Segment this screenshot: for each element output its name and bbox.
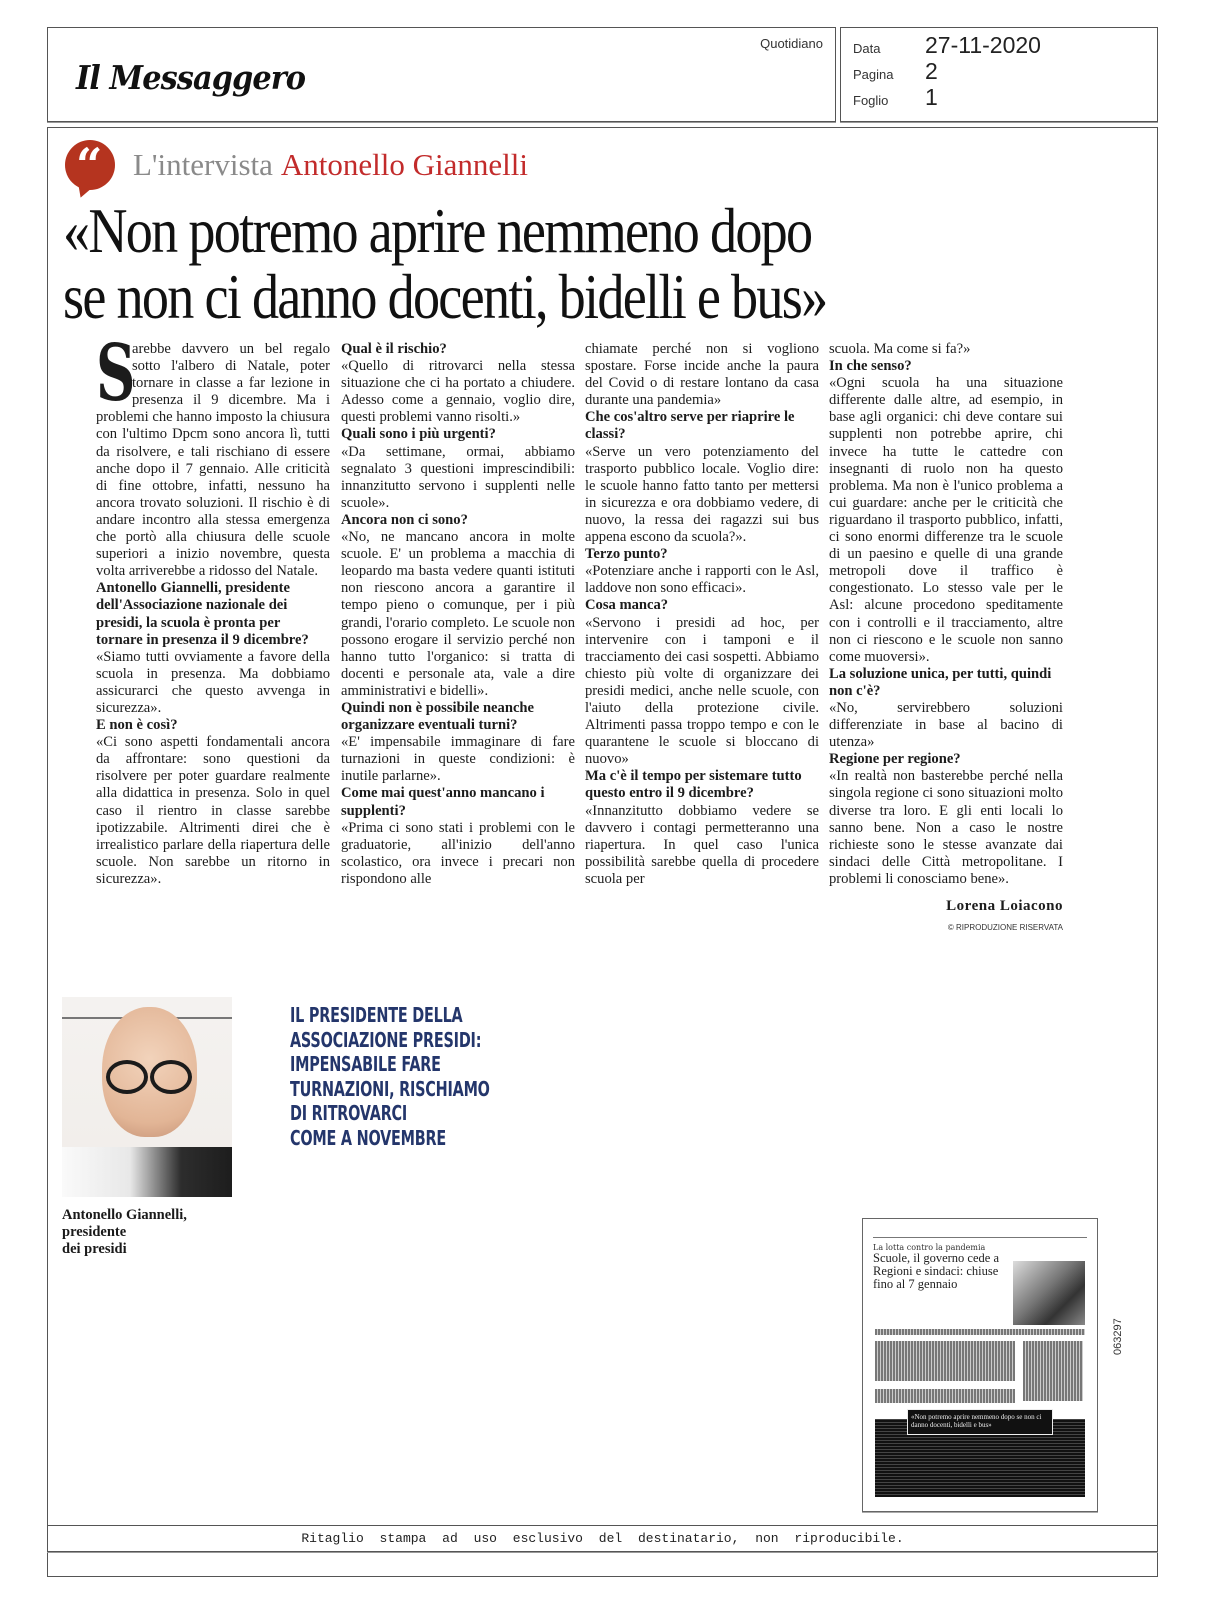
- pull-quote-line: IMPENSABILE FARE: [290, 1052, 441, 1076]
- masthead-box: [47, 27, 836, 122]
- paragraph: «Siamo tutti ovviamente a favore della scuola in presenza. Ma dobbiamo assicurarci che questo avvenga in sicurezza».: [96, 648, 330, 716]
- interview-question: La soluzione unica, per tutti, quindi non c'è?: [829, 665, 1052, 699]
- paragraph: «Da settimane, ormai, abbiamo segnalato 3 questioni imprescindibili: innanzitutto servono i supplenti nelle scuole».: [341, 443, 575, 511]
- paragraph: «Ogni scuola ha una situazione differente dalle altre, ad esempio, in base agli organici: chi deve contare sui supplenti non potrebbe aprire, chi invece ha tutte le cattedre con insegnanti di ruolo non ha questo problema. Ma non è l'unico problema a cui guardare: anche per le criticità che riguardano il trasporto pubblico, infatti, ci sono enormi differenze tra le scuole di un paesino e quelle di una grande metropoli dove il traffico è congestionato. Lo stesso vale per le Asl: alcune procedono speditamente con i controlli e il tracciamento, altre non ci riescono e le scuole non sanno come muoversi».: [829, 375, 1063, 665]
- meta-date: [853, 32, 1041, 59]
- interview-question: E non è così?: [96, 717, 178, 734]
- kicker-name: Antonello Giannelli: [280, 147, 528, 182]
- meta-label: Foglio: [853, 93, 889, 108]
- paragraph: «No, ne mancano ancora in molte scuole. E' un problema a macchia di leopardo ma basta vedere quanti istituti non riescono ancora a garantire il tempo pieno o comunque, per i più grandi, l'orario completo. Le scuole non possono erogare il servizio perché non hanno tutto l'organico: si tratta di docenti e personale ata, vale a dire amministrativi e bidelli».: [341, 529, 575, 699]
- headline-line: «Non potremo aprire nemmeno dopo: [63, 196, 812, 266]
- interview-question: Ma c'è il tempo per sistemare tutto questo entro il 9 dicembre?: [585, 768, 802, 802]
- caption-line: dei presidi: [62, 1241, 127, 1257]
- paragraph: «Prima ci sono stati i problemi con le graduatorie, all'inizio dell'anno scolastico, ora invece i precari non rispondono alle: [341, 819, 575, 887]
- article-column-4: [829, 341, 1063, 936]
- interview-question: Come mai quest'anno mancano i supplenti?: [341, 785, 545, 819]
- drop-cap: S: [96, 328, 136, 419]
- quote-bubble-icon: “: [65, 140, 115, 190]
- meta-value: 2: [925, 58, 938, 84]
- pull-quote-line: DI RITROVARCI: [290, 1101, 408, 1125]
- interview-question: Qual è il rischio?: [341, 341, 447, 357]
- paragraph: «Innanzitutto dobbiamo vedere se davvero i contagi permetteranno una riapertura. In quel caso l'unica possibilità sarebbe quella di procedere scuola per: [585, 802, 819, 887]
- caption-line: Antonello Giannelli,: [62, 1207, 187, 1223]
- interview-question: Quali sono i più urgenti?: [341, 426, 496, 443]
- pull-quote-line: TURNAZIONI, RISCHIAMO: [290, 1076, 490, 1101]
- interview-question: Regione per regione?: [829, 751, 961, 768]
- interview-question: In che senso?: [829, 358, 912, 375]
- thumbnail-kicker: La lotta contro la pandemia: [873, 1243, 986, 1252]
- thumbnail-photo: [1013, 1261, 1085, 1325]
- portrait-photo: [62, 997, 232, 1197]
- paragraph: «In realtà non basterebbe perché nella singola regione ci sono situazioni molto diverse tra loro. E gli enti locali lo sanno bene. Non a caso le nostre richieste sono le stesse avanzate dai sindaci delle Città metropolitane. I problemi li conosciamo bene».: [829, 768, 1063, 887]
- paragraph: arebbe davvero un bel regalo sotto l'albero di Natale, poter tornare in classe a far lezione in presenza il 9 dicembre. Ma i problemi che hanno imposto la chiusura con l'ultimo Dpcm sono ancora lì, tutti da risolvere, e tali rischiano di essere anche dopo il 7 gennaio. Alle criticità di fine ottobre, infatti, nessuno ha ancora trovato soluzioni. Il rischio è di andare incontro alla stessa emergenza che portò alla chiusura delle scuole superiori a inizio novembre, questa volta arriverebbe a ridosso del Natale.: [96, 341, 330, 580]
- article-column-2: [341, 341, 575, 888]
- meta-value: 27-11-2020: [925, 32, 1041, 58]
- photo-caption: [62, 1207, 187, 1258]
- copyright-notice: © RIPRODUZIONE RISERVATA: [947, 923, 1063, 933]
- interview-question: Antonello Giannelli, presidente dell'Associazione nazionale dei presidi, la scuola è pronta per tornare in presenza il 9 dicembre?: [96, 580, 309, 648]
- article-kicker: [65, 140, 528, 190]
- interview-question: Ancora non ci sono?: [341, 511, 468, 528]
- paragraph: «Servono i presidi ad hoc, per intervenire con i tamponi e il tracciamento dei casi sospetti. Abbiamo chiesto più volte di organizzare dei presidi medici, anche nelle scuole, con l'aiuto della protezione civile. Altrimenti passa troppo tempo e con le quarantene le scuole si bloccano di nuovo»: [585, 614, 819, 768]
- paragraph: scuola. Ma come si fa?»: [829, 341, 971, 357]
- headline-line: se non ci danno docenti, bidelli e bus»: [63, 262, 827, 332]
- paragraph: «Quello di ritrovarci nella stessa situazione che ci ha portato a chiudere. Adesso come a gennaio, voglio dire, questi problemi vanno risolti.»: [341, 358, 575, 426]
- document-code: 063297: [1112, 1318, 1124, 1355]
- thumbnail-headline: Scuole, il governo cede a Regioni e sindaci: chiuse fino al 7 gennaio: [873, 1251, 999, 1291]
- paragraph: «Serve un vero potenziamento del trasporto pubblico locale. Voglio dire: le scuole hanno fatto tanto per mettersi in sicurezza e ora dobbiamo vedere, di nuovo, la ressa dei ragazzi sui bus appena escono da scuola?».: [585, 443, 819, 546]
- publication-type: Quotidiano: [760, 36, 823, 51]
- pull-quote-line: ASSOCIAZIONE PRESIDI:: [290, 1027, 482, 1052]
- meta-value: 1: [925, 84, 938, 110]
- article-column-1: [96, 328, 330, 888]
- meta-label: Pagina: [853, 67, 894, 82]
- pull-quote-line: IL PRESIDENTE DELLA: [290, 1003, 463, 1027]
- article-column-3: [585, 341, 819, 888]
- thumbnail-inset-title: «Non potremo aprire nemmeno dopo se non ci danno docenti, bidelli e bus»: [907, 1409, 1053, 1435]
- kicker-label: L'intervista: [133, 147, 273, 182]
- interview-question: Quindi non è possibile neanche organizzare eventuali turni?: [341, 699, 535, 734]
- caption-line: presidente: [62, 1224, 127, 1240]
- interview-question: Cosa manca?: [585, 597, 669, 614]
- footer-notice: Ritaglio stampa ad uso esclusivo del destinatario, non riproducibile.: [47, 1525, 1158, 1552]
- page-thumbnail: [862, 1218, 1098, 1512]
- newspaper-logo: Il Messaggero: [76, 58, 306, 97]
- paragraph: «Potenziare anche i rapporti con le Asl, laddove non sono efficaci».: [585, 563, 819, 597]
- meta-box: [840, 27, 1158, 122]
- pull-quote-line: COME A NOVEMBRE: [290, 1125, 447, 1150]
- paragraph: «No, servirebbero soluzioni differenziate in base al bacino di utenza»: [829, 699, 1063, 751]
- article-headline: [63, 198, 940, 330]
- meta-label: Data: [853, 41, 881, 56]
- paragraph: «Ci sono aspetti fondamentali ancora da affrontare: sono questioni da risolvere per poter guardare realmente alla didattica in presenza. Solo in quel caso il rientro in classe sarebbe ipotizzabile. Altrimenti direi che è irrealistico parlare della riapertura delle scuole. Non sarebbe un ritorno in sicurezza».: [96, 734, 330, 887]
- paragraph: «E' impensabile immaginare di fare turnazioni in queste condizioni: è inutile parlarne».: [341, 734, 575, 785]
- author-byline: Lorena Loiacono: [946, 898, 1063, 914]
- paragraph: chiamate perché non si vogliono spostare. Forse incide anche la paura del Covid o di restare lontano da casa durante una pandemia»: [585, 341, 819, 409]
- interview-question: Terzo punto?: [585, 546, 668, 563]
- meta-sheet: [853, 84, 938, 111]
- meta-page: [853, 58, 938, 85]
- pull-quote: [290, 1003, 490, 1150]
- interview-question: Che cos'altro serve per riaprire le classi?: [585, 409, 795, 443]
